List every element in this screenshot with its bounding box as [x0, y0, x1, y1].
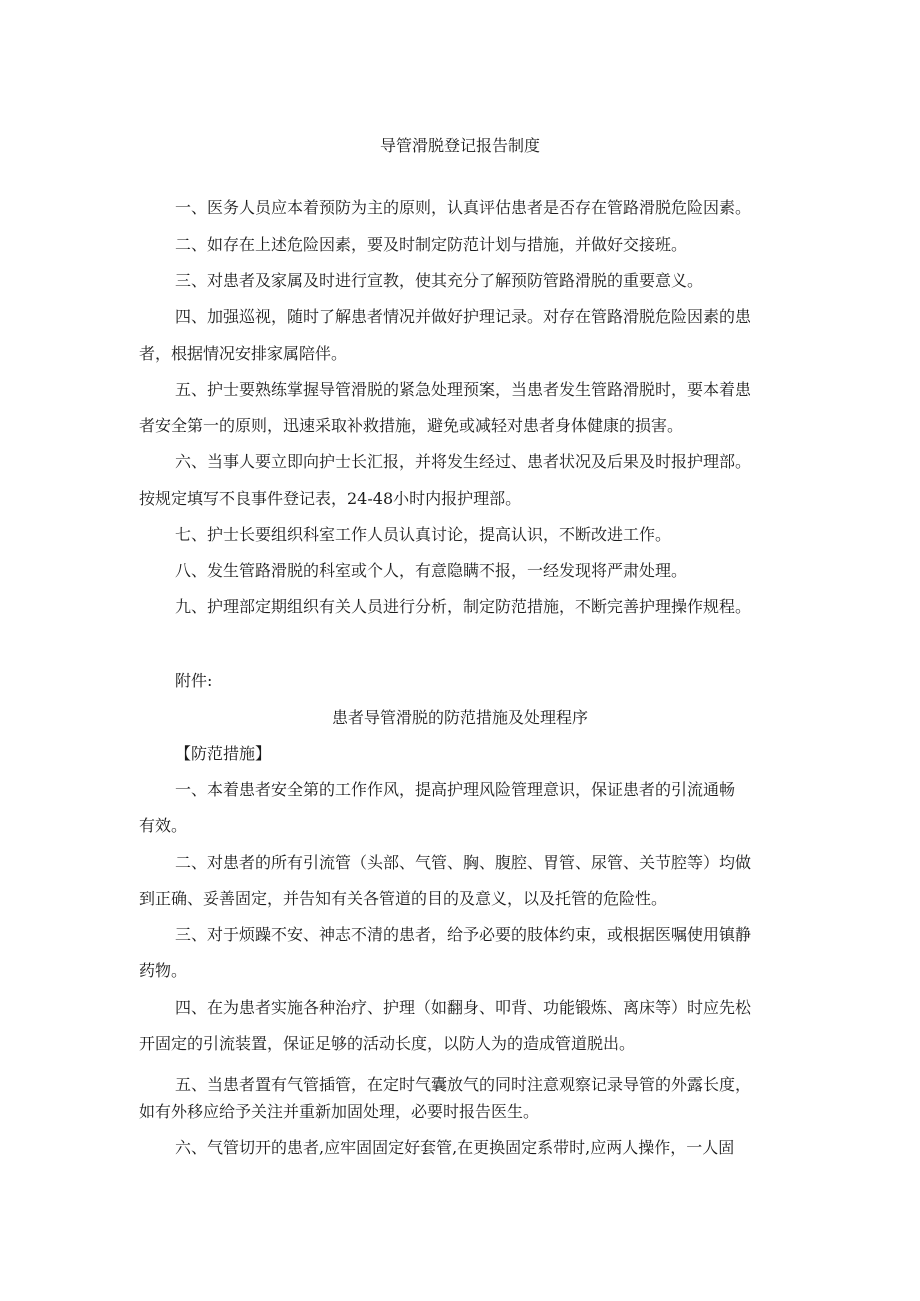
- measure-4-line-1: 四、在为患者实施各种治疗、护理（如翻身、叩背、功能锻炼、离床等）时应先松: [175, 998, 752, 1017]
- measure-1-line-1: 一、本着患者安全第的工作作风，提高护理风险管理意识，保证患者的引流通畅: [175, 780, 736, 799]
- measure-5-line-2: 如有外移应给予关注并重新加固处理，必要时报告医生。: [139, 1102, 540, 1121]
- measure-5-line-1: 五、当患者置有气管插管，在定时气囊放气的同时注意观察记录导管的外露长度，: [175, 1075, 752, 1094]
- section-heading: 【防范措施】: [175, 744, 272, 763]
- rule-4-line-2: 者，根据情况安排家属陪伴。: [139, 344, 348, 363]
- measure-4-line-2: 开固定的引流装置，保证足够的活动长度，以防人为的造成管道脱出。: [139, 1034, 636, 1053]
- rule-3-line-1: 三、对患者及家属及时进行宣教，使其充分了解预防管路滑脱的重要意义。: [175, 271, 704, 290]
- measure-2-line-1: 二、对患者的所有引流管（头部、气管、胸、腹腔、胃管、尿管、关节腔等）均做: [175, 853, 752, 872]
- rule-1-line-1: 一、医务人员应本着预防为主的原则，认真评估患者是否存在管路滑脱危险因素。: [175, 198, 752, 217]
- rule-6-line-2: 按规定填写不良事件登记表，24-48小时内报护理部。: [139, 489, 522, 508]
- document-title: 导管滑脱登记报告制度: [379, 136, 540, 155]
- rule-2-line-1: 二、如存在上述危险因素，要及时制定防范计划与措施，并做好交接班。: [175, 235, 688, 254]
- measure-6-line-1: 六、气管切开的患者,应牢固固定好套管,在更换固定系带时,应两人操作，一人固: [175, 1138, 735, 1157]
- rule-6-line-1: 六、当事人要立即向护士长汇报，并将发生经过、患者状况及后果及时报护理部。: [175, 452, 752, 471]
- measure-3-line-1: 三、对于烦躁不安、神志不清的患者，给予必要的肢体约束，或根据医嘱使用镇静: [175, 925, 752, 944]
- measure-1-line-2: 有效。: [139, 816, 188, 835]
- measure-3-line-2: 药物。: [139, 961, 188, 980]
- rule-7-line-1: 七、护士长要组织科室工作人员认真讨论，提高认识，不断改进工作。: [175, 525, 672, 544]
- measure-2-line-2: 到正确、妥善固定，并告知有关各管道的目的及意义，以及托管的危险性。: [139, 889, 668, 908]
- rule-5-line-2: 者安全第一的原则，迅速采取补救措施，避免或减轻对患者身体健康的损害。: [139, 416, 684, 435]
- attachment-label: 附件:: [175, 671, 213, 690]
- rule-4-line-1: 四、加强巡视，随时了解患者情况并做好护理记录。对存在管路滑脱危险因素的患: [175, 307, 752, 326]
- attachment-title: 患者导管滑脱的防范措施及处理程序: [331, 708, 588, 727]
- rule-8-line-1: 八、发生管路滑脱的科室或个人，有意隐瞒不报，一经发现将严肃处理。: [175, 561, 688, 580]
- rule-9-line-1: 九、护理部定期组织有关人员进行分析，制定防范措施，不断完善护理操作规程。: [175, 597, 752, 616]
- rule-5-line-1: 五、护士要熟练掌握导管滑脱的紧急处理预案，当患者发生管路滑脱时，要本着患: [175, 380, 752, 399]
